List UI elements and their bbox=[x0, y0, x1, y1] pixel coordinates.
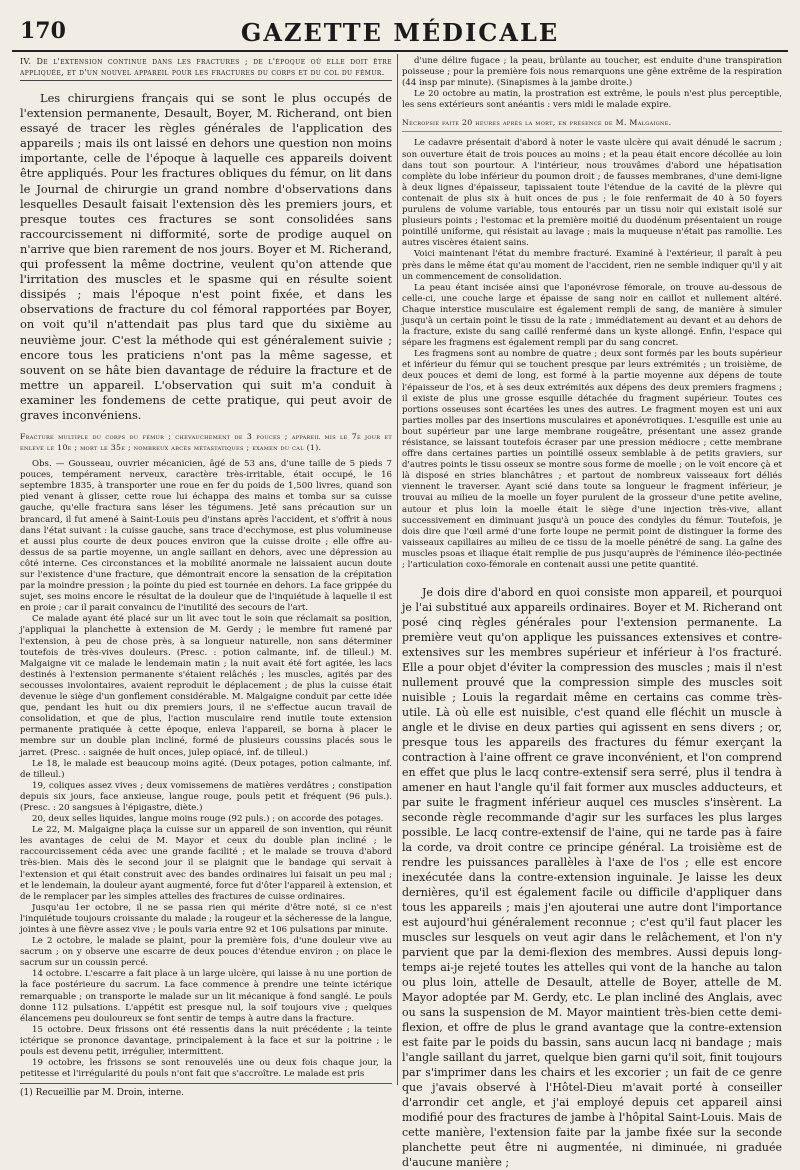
necropsy-paragraph: Les fragmens sont au nombre de quatre ; deux sont formés par les bouts supérieur et inférieur du fémur qui se touchent presque par leurs extrémités ; un troisième, de deux pouces et demi de long, est formé à la partie moyenne aux dépens de toute l'épaisseur de l'os, et à ses deux extrémités aux dépens des deux premiers fragmens ; il existe de plus une grosse esquille détachée du fragment supérieur. Toutes ces portions osseuses sont écartées les unes des autres. Le fragment moyen est uni aux parties molles par des insertions musculaires et aponévrotiques. L'esquille est unie au bout supérieur par une large membrane rougeâtre, présentant une assez grande résistance, se laissant toutefois écraser par une pression médiocre ; cette membrane offre dans certaines parties un pointillé osseux semblable à de petits graviers, sur d'autres points le tissu osseux se montre sous forme de moelle ; on le voit encore çà et là disposé en stries blanchâtres ; et partout de nombreux vaisseaux fort déliés viennent le traverser. Ayant scié dans toute sa longueur le fragment inférieur, je trouvai au milieu de la moelle un foyer purulent de la grosseur d'une petite aveline, autour et plus loin la moelle était le siège d'une injection très-vive, allant successivement en diminuant jusqu'à un pouce des condyles du fémur. Toutefois, je dois dire que l'œil armé d'une forte loupe ne permit point de distinguer la forme des vaisseaux capillaires au milieu de ce tissu de la moelle pénétré de sang. La gaîne des muscles psoas et iliaque était remplie de pus jusqu'auprès de l'éminence iléo-pectinée ; l'articulation coxo-fémorale en contenait aussi une petite quantité. bbox=[402, 349, 782, 571]
case-paragraph: 20, deux selles liquides, langue moins rouge (92 puls.) ; on accorde des potages. bbox=[32, 814, 384, 825]
case-paragraph: 19, coliques assez vives ; deux vomissemens de matières verdâtres ; constipation depuis six jours, face anxieuse, langue rouge, pouls petit et fréquent (96 puls.). (Presc. : 20 sangsues à l'épigastre, diète.) bbox=[20, 780, 392, 813]
left-column bbox=[20, 56, 392, 1079]
spacer bbox=[402, 571, 782, 585]
section-title: IV. De l'extension continue dans les fractures ; de l'époque où elle doit être appliquée, et d'un nouvel appareil pour les fractures du corps et du col du fémur. bbox=[20, 56, 392, 81]
case-paragraph: Jusqu'au 1er octobre, il ne se passa rien qui mérite d'être noté, si ce n'est l'inquiétude toujours croissante du malade ; la rougeur et la sécheresse de la langue, jointes à une fièvre assez vive ; le pouls varia entre 92 et 106 pulsations par minute. bbox=[20, 902, 393, 935]
case-paragraph: Le 22, M. Malgaigne plaça la cuisse sur un appareil de son invention, qui réunit les avantages de celui de M. Mayor et ceux du double plan incliné ; le raccourcissement céda avec une grande facilité ; et le malade se trouva d'abord très-bien. Mais dès le second jour il se plaignit que le bandage qui servait à l'extension et qui était construit avec des bandes ordinaires lui faisait un peu mal ; et le lendemain, la douleur ayant augmenté, force fut d'ôter l'appareil à extension, et de le remplacer par les simples attelles des fractures de cuisse ordinaires. bbox=[20, 825, 392, 902]
intro-paragraph: Les chirurgiens français qui se sont le plus occupés de l'extension permanente, Desault, Boyer, M. Richerand, ont bien essayé de tracer les règles générales de l'application des appareils ; mais ils ont laissé en dehors une question non moins importante, celle de l'époque à laquelle ces appareils doivent être appliqués. Pour les fractures obliques du fémur, on lit dans le Journal de chirurgie un grand nombre d'observations dans lesquelles Desault faisait l'extension dès les premiers jours, et presque toutes ces fractures se sont consolidées sans raccourcissement ni difformité, sorte de prodige auquel on n'arrive que bien rarement de nos jours. Boyer et M. Richerand, qui professent la même doctrine, veulent qu'on attende que l'irritation des muscles et le spasme qui en résulte soient dissipés ; mais l'époque n'est point fixée, et dans les observations de fracture du col fémoral rapportées par Boyer, on voit qu'il n'attendait pas plus tard que du sixième au neuvième jour. C'est la méthode qui est généralement suivie ; encore tous les praticiens n'ont pas la même sagesse, et souvent on se hâte bien davantage de réduire la fracture et de mettre un appareil. L'observation qui suit m'a conduit à examiner les fondemens de cette pratique, qui peut avoir de graves inconvéniens. bbox=[20, 91, 392, 422]
case-paragraph: d'une délire fugace ; la peau, brûlante au toucher, est enduite d'une transpiration poisseuse ; pour la première fois nous remarquons une gêne extrême de la respiration (44 insp par minute). (Sinapismes à la jambe droite.) bbox=[402, 56, 782, 89]
case-paragraph: 14 octobre. L'escarre a fait place à un large ulcère, qui laisse à nu une portion de la face postérieure du sacrum. La face commence à prendre une teinte ictérique remarquable ; on transporte le malade sur un lit mécanique à fond sanglé. Le pouls donne 112 pulsations. L'appétit est presque nul, la soif toujours vive ; quelques élancemens peu douloureux se font sentir de temps à autre dans la fracture. bbox=[20, 969, 392, 1024]
body-paragraph: Je dois dire d'abord en quoi consiste mon appareil, et pourquoi je l'ai substitué aux appareils ordinaires. Boyer et M. Richerand ont posé cinq règles générales pour l'extension permanente. La première veut qu'on applique les puissances extensives et contre-extensives sur les membres supérieur et inférieur à l'os fracturé. Elle a pour objet d'éviter la compression des muscles ; mais il n'est nullement prouvé que la compression simple des muscles soit nuisible ; Louis la regardait même en certains cas comme très-utile. Là où elle est nuisible, c'est quand elle fléchit un muscle à angle et le divise en deux parties qui agissent en sens divers ; or, presque tous les appareils des fractures du fémur exerçant la contraction à l'aine offrent ce grave inconvénient, et l'on comprend en effet que plus le lacq contre-extensif sera serré, plus il tendra à amener en haut l'angle qu'il fait former aux muscles adducteurs, et par suite le fragment inférieur auquel ces muscles s'insèrent. La seconde règle recommande d'agir sur les surfaces les plus larges possible. Le lacq contre-extensif de l'aine, qui ne tarde pas à faire la corde, va droit contre ce principe général. La troisième est de rendre les puissances parallèles à l'axe de l'os ; elle est encore inexécutée dans la contre-extension inguinale. Je laisse les deux dernières, qu'il est également facile ou difficile d'appliquer dans tous les appareils ; mais j'en ajouterai une autre dont l'importance est aujourd'hui généralement reconnue ; c'est qu'il faut placer les muscles sur lesquels on veut agir dans le relâchement, et l'on n'y parvient que par la demi-flexion des membres. Aussi depuis long-temps ai-je rejeté toutes les attelles qui vont de la hanche au talon ou plus loin, attelle de Desault, attelle de Boyer, attelle de M. Mayor adoptée par M. Gerdy, etc. Le plan incliné des Anglais, avec ou sans la suspension de M. Mayor maintient très-bien cette demi-flexion, et offre de plus le grand avantage que la contre-extension est faite par le poids du bassin, sans aucun lacq ni bandage ; mais l'angle saillant du jarret, quelque bien garni qu'il soit, finit toujours par s'imprimer dans les chairs et les excorier ; un fait de ce genre que j'avais observé à l'Hôtel-Dieu m'avait porté à conseiller d'arrondir cet angle, et j'ai employé depuis cet appareil ainsi modifié pour des fractures de jambe à l'hôpital Saint-Louis. Mais de cette manière, l'extension faite par la jambe fixée sur la seconde planchette peut être ni augmentée, ni diminuée, ni graduée d'aucune manière ; bbox=[402, 586, 782, 1170]
header-rule bbox=[12, 50, 788, 52]
necropsy-paragraph: La peau étant incisée ainsi que l'aponévrose fémorale, on trouve au-dessous de celle-ci, une couche large et épaisse de sang noir en caillot et nullement altéré. Chaque interstice musculaire est également rempli de sang, de manière à simuler jusqu'à un certain point le tissu de la rate ; immédiatement au devant et au dehors de la fracture, existe du sang caillé renfermé dans un kyste allongé. Enfin, l'espace qui sépare les fragmens est également rempli par du sang concret. bbox=[402, 282, 782, 349]
masthead-title: GAZETTE MÉDICALE bbox=[240, 18, 560, 47]
page-header bbox=[12, 6, 788, 50]
case-paragraph: Le 2 octobre, le malade se plaint, pour la première fois, d'une douleur vive au sacrum ; on y observe une escarre de deux pouces d'étendue environ ; on place le sacrum sur un coussin percé. bbox=[20, 936, 392, 969]
case-title: Fracture multiple du corps du fémur ; chevauchement de 3 pouces ; appareil mis le 7e jour et enlevé le 10e ; mort le 35e ; nombreux abcès métastatiques ; examen du cal (1). bbox=[20, 432, 392, 453]
right-column bbox=[402, 56, 782, 1170]
page-number: 170 bbox=[20, 18, 66, 44]
necropsy-title: Nécropsie faite 20 heures après la mort, en présence de M. Malgaigne. bbox=[402, 117, 782, 132]
case-paragraph: Ce malade ayant été placé sur un lit avec tout le soin que réclamait sa position, j'appliquai la planchette à extension de M. Gerdy ; le membre fut ramené par l'extension, à peu de chose près, à sa longueur naturelle, non sans déterminer toutefois de très-vives douleurs. (Presc. : potion calmante, inf. de tilleul.) M. Malgaigne vit ce malade le lendemain matin ; la nuit avait été fort agitée, les lacs destinés à l'extension permanente s'étaient relâchés ; les muscles, agités par des secousses involontaires, avaient reproduit le déplacement ; de plus la cuisse était devenue le siège d'un gonflement considérable. M. Malgaigne conduit par cette idée que, pendant les huit ou dix premiers jours, il ne s'effectue aucun travail de consolidation, et que de plus, l'action musculaire rend inutile toute extension permanente pratiquée à cette époque, enleva l'appareil, se borna à placer le membre sur un double plan incliné, formé de plusieurs coussins placés sous le jarret. (Presc. : saignée de huit onces, julep opiacé, inf. de tilleul.) bbox=[20, 614, 392, 758]
case-paragraph: Le 20 octobre au matin, la prostration est extrême, le pouls n'est plus perceptible, les sens extérieurs sont anéantis : vers midi le malade expire. bbox=[402, 89, 782, 111]
necropsy-paragraph: Voici maintenant l'état du membre fracturé. Examiné à l'extérieur, il paraît à peu près dans le même état qu'au moment de l'accident, rien ne semble indiquer qu'il y ait un commencement de consolidation. bbox=[402, 249, 782, 282]
column-divider bbox=[397, 54, 398, 1085]
case-paragraph: Obs. — Gousseau, ouvrier mécanicien, âgé de 53 ans, d'une taille de 5 pieds 7 pouces, tempérament nerveux, caractère très-irritable, était occupé, le 16 septembre 1835, à transporter une roue en fer du poids de 1,500 livres, quand son pied venant à glisser, cette roue lui échappa des mains et tomba sur sa cuisse gauche, qu'elle fractura sans léser les tégumens. Jeté sans précaution sur un brancard, il fut amené à Saint-Louis peu d'instans après l'accident, et s'offrit à nous dans l'état suivant : la cuisse gauche, sans trace d'ecchymose, est plus volumineuse et aussi plus courte de deux pouces environ que la cuisse droite ; elle offre au-dessus de sa partie moyenne, un angle saillant en dehors, avec une dépression au côté interne. Ces circonstances et la mobilité anormale ne laissaient aucun doute sur l'existence d'une fracture, que démontrait encore la sensation de la crépitation par la moindre pression ; la pointe du pied est tournée en dehors. La face grippée du sujet, ses moins encore le résultat de la douleur que de l'inquiétude à laquelle il est en proie ; car il parait convaincu de l'inutilité des secours de l'art. bbox=[20, 459, 392, 614]
necropsy-paragraph: Le cadavre présentait d'abord à noter le vaste ulcère qui avait dénudé le sacrum ; son ouverture était de trois pouces au moins ; et la peau était encore décollée au loin dans tout son pourtour. A l'intérieur, nous trouvâmes d'abord une hépatisation complète du lobe inférieur du poumon droit ; de fausses membranes, d'une demi-ligne à deux lignes d'épaisseur, tapissaient toute l'étendue de la cavité de la plèvre qui contenait de plus six à huit onces de pus ; le foie renfermait de 40 à 50 foyers purulens de volume variable, tous entourés par un tissu noir qui existait isolé sur plusieurs points ; l'estomac et la première moitié du duodénum présentaient un rouge pointillé uniforme, qui résistait au lavage ; mais la muqueuse n'était pas ramollie. Les autres viscères étaient sains. bbox=[402, 138, 782, 249]
footnote: (1) Recueillie par M. Droin, interne. bbox=[20, 1083, 392, 1099]
case-paragraph: 19 octobre, les frissons se sont renouvelés une ou deux fois chaque jour, la petitesse et l'irrégularité du pouls n'ont fait que s'accroître. Le malade est pris bbox=[20, 1058, 392, 1080]
case-paragraph: 15 octobre. Deux frissons ont été ressentis dans la nuit précédente ; la teinte ictérique se prononce davantage, principalement à la face et sur la poitrine ; le pouls est devenu petit, irrégulier, intermittent. bbox=[20, 1024, 392, 1058]
case-paragraph: Le 18, le malade est beaucoup moins agité. (Deux potages, potion calmante, inf. de tilleul.) bbox=[20, 758, 392, 780]
